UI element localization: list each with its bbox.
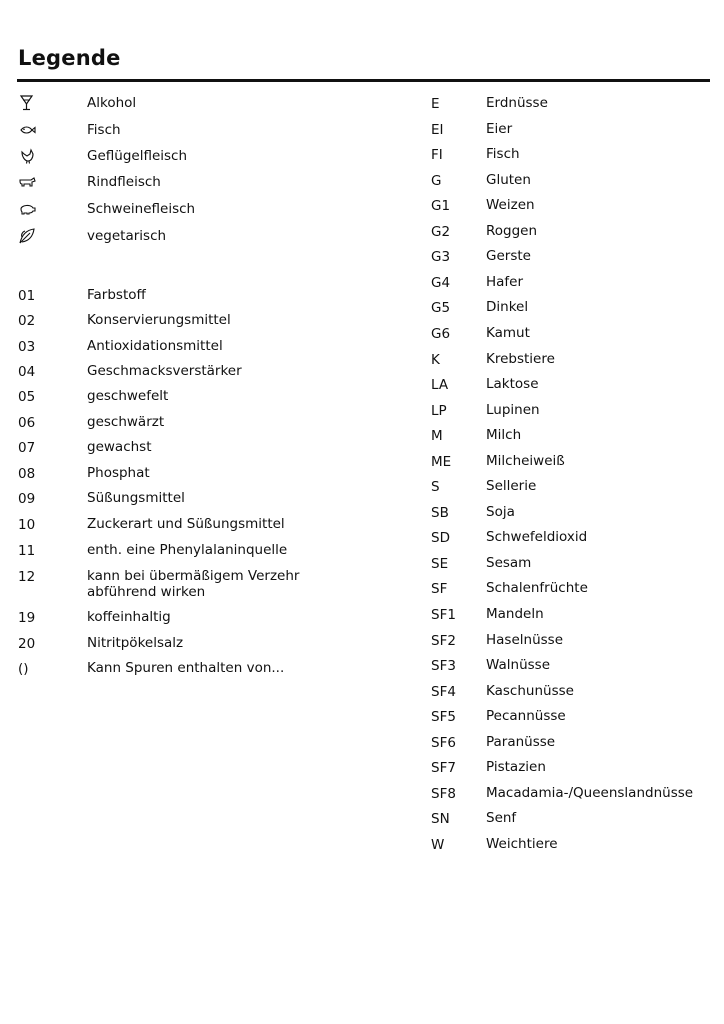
- allergen-code: G4: [431, 274, 451, 291]
- additive-code: 08: [18, 466, 36, 482]
- allergen-code: SF7: [431, 760, 456, 777]
- allergen-row: [431, 760, 721, 778]
- allergen-row: [431, 607, 721, 625]
- allergen-row: [431, 581, 721, 599]
- additive-row: [18, 364, 348, 382]
- allergen-row: [431, 786, 721, 804]
- allergen-label: Schwefeldioxid: [486, 529, 588, 546]
- additive-code: 10: [18, 517, 36, 533]
- additive-code: 02: [18, 313, 36, 329]
- allergen-row: [431, 633, 721, 651]
- allergen-code: SF6: [431, 734, 456, 751]
- additive-code: 01: [18, 288, 36, 304]
- allergen-label: Gerste: [486, 248, 531, 265]
- additive-label: geschwärzt: [87, 414, 165, 430]
- allergen-row: [431, 173, 721, 191]
- additive-row: [18, 415, 348, 433]
- allergen-code: FI: [431, 147, 443, 164]
- allergen-row: [431, 198, 721, 216]
- allergen-label: Laktose: [486, 376, 539, 393]
- additive-code: 09: [18, 491, 36, 507]
- allergen-label: Kamut: [486, 324, 530, 341]
- allergen-code: K: [431, 351, 440, 368]
- allergen-label: Hafer: [486, 273, 524, 290]
- allergen-row: [431, 837, 721, 855]
- allergen-row: [431, 275, 721, 293]
- additive-code: 04: [18, 364, 36, 380]
- additive-row: [18, 491, 348, 509]
- additive-code: 07: [18, 440, 36, 456]
- allergen-label: Erdnüsse: [486, 95, 548, 111]
- additive-label: Antioxidationsmittel: [87, 338, 223, 354]
- allergen-row: [431, 249, 721, 267]
- additive-row: [18, 517, 348, 535]
- allergen-code: LP: [431, 402, 447, 419]
- symbol-label: Alkohol: [87, 95, 137, 111]
- allergen-row: [431, 300, 721, 318]
- allergen-row: [431, 352, 721, 370]
- allergen-label: Kaschunüsse: [486, 682, 574, 699]
- allergen-row: [431, 709, 721, 727]
- allergen-row: [431, 684, 721, 702]
- allergen-code: SB: [431, 504, 449, 521]
- allergen-code: SF1: [431, 607, 456, 623]
- allergen-row: [431, 454, 721, 472]
- allergen-label: Pecannüsse: [486, 708, 566, 725]
- allergen-label: Gluten: [486, 171, 531, 188]
- allergen-row: [431, 811, 721, 829]
- additive-row: [18, 569, 348, 603]
- additive-label: koffeinhaltig: [87, 609, 171, 625]
- leaf-icon: [18, 228, 36, 244]
- fish-icon: [18, 122, 36, 138]
- allergen-label: Krebstiere: [486, 350, 555, 367]
- allergen-row: [431, 735, 721, 753]
- allergen-code: SF3: [431, 658, 456, 675]
- additive-label: Zuckerart und Süßungsmittel: [87, 516, 285, 532]
- allergen-label: Sellerie: [486, 478, 537, 495]
- allergen-label: Weizen: [486, 197, 535, 214]
- page-title: Legende: [18, 46, 121, 70]
- right-column: [431, 0, 721, 1024]
- symbol-label: Geflügelfleisch: [87, 148, 188, 164]
- allergen-code: EI: [431, 121, 444, 138]
- additive-label: Nitritpökelsalz: [87, 635, 184, 651]
- allergen-label: Paranüsse: [486, 733, 556, 750]
- allergen-label: Pistazien: [486, 759, 546, 776]
- additive-label: Geschmacksverstärker: [87, 363, 242, 379]
- pig-icon: [18, 201, 36, 217]
- allergen-label: Dinkel: [486, 299, 529, 316]
- allergen-row: [431, 377, 721, 395]
- additive-row: [18, 313, 348, 331]
- additive-row: [18, 466, 348, 484]
- additive-label: Farbstoff: [87, 287, 146, 303]
- legend-symbol-row: [18, 96, 348, 114]
- chicken-icon: [18, 148, 36, 164]
- allergen-label: Eier: [486, 120, 513, 137]
- additive-code: (): [18, 661, 29, 677]
- additive-label: Phosphat: [87, 465, 150, 481]
- additive-row: [18, 440, 348, 458]
- symbol-label: Rindfleisch: [87, 174, 161, 190]
- additive-label: geschwefelt: [87, 388, 169, 404]
- cow-icon: [18, 174, 36, 190]
- allergen-code: SE: [431, 555, 449, 572]
- allergen-row: [431, 122, 721, 140]
- additive-label: Süßungsmittel: [87, 490, 185, 506]
- allergen-row: [431, 658, 721, 676]
- allergen-row: [431, 530, 721, 548]
- symbol-label: Schweinefleisch: [87, 201, 196, 217]
- allergen-code: G1: [431, 198, 451, 215]
- allergen-label: Macadamia-/Queenslandnüsse: [486, 784, 694, 801]
- additive-label: gewachst: [87, 439, 152, 455]
- allergen-row: [431, 556, 721, 574]
- allergen-label: Soja: [486, 503, 515, 520]
- allergen-label: Milch: [486, 427, 522, 444]
- allergen-code: G: [431, 172, 442, 189]
- allergen-code: SF4: [431, 683, 456, 700]
- allergen-row: [431, 505, 721, 523]
- additive-row: [18, 339, 348, 357]
- allergen-label: Weichtiere: [486, 835, 558, 852]
- allergen-row: [431, 147, 721, 165]
- allergen-code: W: [431, 836, 445, 853]
- allergen-row: [431, 224, 721, 242]
- allergen-code: SN: [431, 811, 450, 828]
- legend-symbol-row: [18, 229, 348, 247]
- additive-code: 06: [18, 415, 36, 431]
- symbol-label: vegetarisch: [87, 228, 167, 244]
- allergen-row: [431, 428, 721, 446]
- additive-row: [18, 543, 348, 561]
- additive-code: 19: [18, 610, 36, 626]
- additive-code: 03: [18, 339, 36, 355]
- allergen-code: G5: [431, 300, 451, 317]
- allergen-code: SF8: [431, 785, 456, 802]
- allergen-label: Fisch: [486, 146, 520, 163]
- allergen-label: Haselnüsse: [486, 631, 563, 648]
- additive-row: [18, 389, 348, 407]
- allergen-code: LA: [431, 377, 449, 394]
- additive-code: 20: [18, 636, 36, 652]
- additive-label: enth. eine Phenylalaninquelle: [87, 542, 288, 558]
- allergen-code: SF5: [431, 709, 456, 726]
- additive-row: [18, 661, 348, 679]
- allergen-code: G6: [431, 325, 451, 342]
- allergen-code: E: [431, 96, 440, 112]
- allergen-label: Mandeln: [486, 606, 544, 622]
- allergen-label: Lupinen: [486, 401, 540, 418]
- legend-symbol-row: [18, 149, 348, 167]
- allergen-code: SD: [431, 530, 450, 547]
- allergen-row: [431, 479, 721, 497]
- additive-code: 12: [18, 569, 36, 585]
- allergen-row: [431, 96, 721, 114]
- symbol-label: Fisch: [87, 122, 121, 138]
- left-column: [18, 0, 348, 1024]
- allergen-code: G2: [431, 223, 451, 240]
- allergen-label: Roggen: [486, 222, 538, 239]
- legend-symbol-row: [18, 175, 348, 193]
- allergen-code: S: [431, 479, 440, 496]
- additive-label-continued: abführend wirken: [87, 584, 206, 600]
- additive-label: Kann Spuren enthalten von...: [87, 660, 285, 676]
- allergen-code: SF: [431, 581, 448, 598]
- allergen-label: Senf: [486, 810, 517, 827]
- legend-symbol-row: [18, 202, 348, 220]
- allergen-code: ME: [431, 453, 452, 470]
- additive-row: [18, 636, 348, 654]
- allergen-row: [431, 326, 721, 344]
- additive-code: 11: [18, 543, 36, 559]
- allergen-row: [431, 403, 721, 421]
- additive-row: [18, 288, 348, 306]
- legend-symbol-row: [18, 123, 348, 141]
- allergen-label: Milcheiweiß: [486, 452, 565, 469]
- wine-glass-icon: [18, 95, 36, 111]
- allergen-code: G3: [431, 249, 451, 266]
- additive-row: [18, 610, 348, 628]
- additive-code: 05: [18, 389, 36, 405]
- allergen-label: Walnüsse: [486, 657, 550, 674]
- allergen-code: M: [431, 428, 443, 445]
- allergen-label: Sesam: [486, 554, 532, 571]
- allergen-code: SF2: [431, 632, 456, 649]
- allergen-label: Schalenfrüchte: [486, 580, 588, 597]
- additive-label: Konservierungsmittel: [87, 312, 231, 328]
- additive-label: kann bei übermäßigem Verzehr: [87, 568, 300, 584]
